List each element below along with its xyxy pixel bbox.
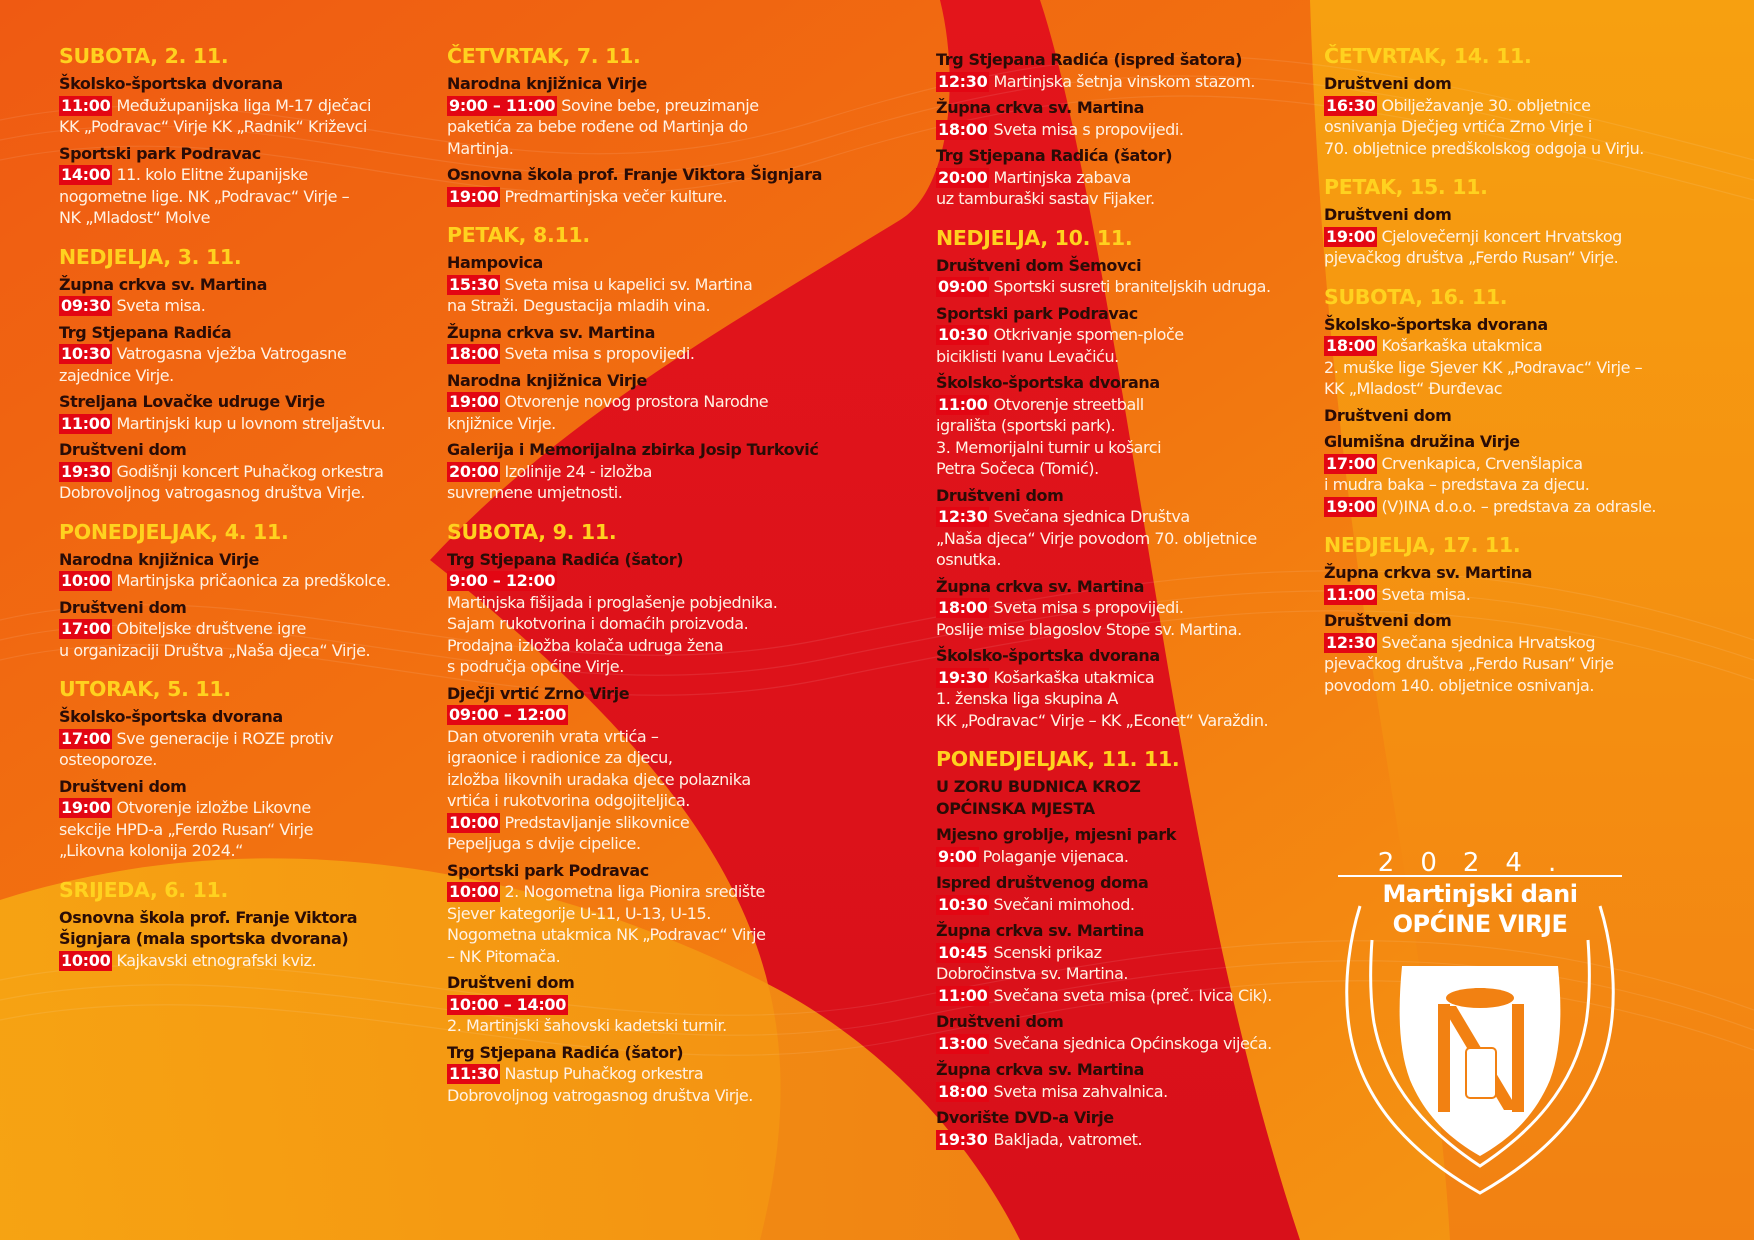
event-item [59,950,431,972]
event-time: 16:30 [1326,95,1376,115]
day-block [59,520,431,662]
event-time: 9:00 – 12:00 [449,571,556,590]
event-item [936,394,1321,480]
event-time: 14:00 [61,165,111,184]
venue-label: Trg Stjepana Radića (šator) [447,549,684,569]
event-description: Otvorenje izložbe Likovne sekcije HPD-a „Ferdo Rusan“ Virje „Likovna kolonija 2024.“ [59,798,314,860]
day-heading: NEDJELJA, 10. 11. [936,225,1133,250]
event-item [447,461,837,504]
event-item [1324,496,1724,518]
venue-label: Mjesno groblje, mjesni park [936,825,1176,844]
logo-title-line-2: OPĆINE VIRJE [1392,910,1568,938]
venue-label: Ispred društvenog doma [936,873,1149,892]
event-time: 19:00 [449,186,499,206]
event-description: Nastup Puhačkog orkestra Dobrovoljnog vatrogasnog društva Virje. [447,1064,753,1105]
event-time: 10:30 [938,894,988,914]
day-heading: SUBOTA, 16. 11. [1324,284,1508,309]
venue-label: Sportski park Podravac [936,303,1138,323]
event-description: Sveta misa zahvalnica. [993,1081,1168,1101]
venue-label: Osnovna škola prof. Franje Viktora Šignjara [447,165,822,184]
event-description: Sovine bebe, preuzimanje paketića za bebe rođene od Martinja do Martinja. [447,95,759,158]
event-time: 10:00 [449,882,499,901]
event-time: 18:00 [938,1081,988,1101]
day-block [59,677,431,862]
venue-label: Društveni dom [447,973,575,992]
venue-label: Društveni dom [1324,611,1452,630]
event-time: 12:30 [938,71,988,91]
event-item [447,186,837,208]
event-description: Martinjska zabava uz tamburaški sastav Fijaker. [936,167,1155,208]
event-time: 10:45 [938,942,988,962]
day-block [936,747,1321,1150]
event-description: Baklјada, vatromet. [993,1129,1143,1149]
event-time: 12:30 [938,507,988,526]
event-item [1324,226,1724,269]
venue-label: Dvorište DVD-a Virje [936,1108,1114,1127]
event-description: Obilježavanje 30. obljetnice osnivanja Dječjeg vrtića Zrno Virje i 70. obljetnice predškolskog odgoja u Virju. [1324,95,1644,158]
venue-label: Školsko-športska dvorana [59,707,283,726]
venue-label: Župna crkva sv. Martina [936,576,1145,596]
venue-label: Župna crkva sv. Martina [447,322,656,342]
event-time: 09:00 – 12:00 [449,705,567,724]
event-item [936,942,1321,985]
event-time: 19:30 [61,461,111,481]
event-time: 09:30 [61,296,111,315]
event-description: Sveta misa. [116,296,206,315]
venue-label: Župna crkva sv. Martina [936,1060,1145,1079]
event-time: 11:00 [938,394,988,414]
event-description: Cjelovečernji koncert Hrvatskog pjevačkog društva „Ferdo Rusan“ Virje. [1324,226,1622,267]
event-item [59,413,431,435]
event-item [1324,95,1724,160]
event-item [59,461,431,504]
day-block [936,226,1321,732]
logo-title-line-1: Martinjski dani [1382,880,1578,908]
venue-label: Društveni dom [59,776,187,796]
day-block [1324,285,1724,518]
event-item [59,295,431,317]
event-time: 11:00 [938,985,988,1005]
event-description: Predmartinjska večer kulture. [504,186,728,206]
day-block [59,44,431,229]
event-item [447,704,837,812]
event-time: 19:00 [1326,226,1376,246]
event-description: Martinjska fišijada i proglašenje pobjednika. Sajam rukotvorina i domaćih proizvoda. Prodajna izložba kolača udruga žena s područja općine Virje. [447,592,778,676]
event-time: 19:00 [449,392,499,411]
event-description: Polaganje vijenaca. [982,846,1129,866]
venue-label: Školsko-športska dvorana [936,646,1160,665]
event-item [447,570,837,678]
day-heading: ČETVRTAK, 14. 11. [1324,44,1532,68]
day-block [59,245,431,504]
event-description: Obiteljske društvene igre u organizaciji Društva „Naša djeca“ Virje. [59,619,371,660]
venue-label: Društveni dom [1324,74,1452,93]
event-item [936,1033,1321,1055]
schedule-column-4 [1324,44,1724,712]
event-item [936,1129,1321,1151]
event-description: Svečani mimohod. [993,894,1135,914]
venue-label: Narodna knjižnica Virje [447,74,647,93]
day-block [1324,175,1724,269]
venue-label: Dječji vrtić Zrno Virje [447,683,630,703]
event-description: (V)INA d.o.o. – predstava za odrasle. [1381,496,1657,516]
event-description: Vatrogasna vježba Vatrogasne zajednice Virje. [59,344,347,385]
event-description: Martinjska pričaonica za predškolce. [116,571,391,590]
day-heading: PETAK, 15. 11. [1324,175,1488,199]
venue-label: Društveni dom [1324,405,1452,425]
day-heading: SUBOTA, 9. 11. [447,519,617,544]
event-time: 18:00 [938,598,988,617]
event-description: Sveta misa s propovijedi. Poslije mise blagoslov Stope sv. Martina. [936,598,1242,639]
venue-label: Župna crkva sv. Martina [1324,563,1533,582]
event-time: 12:30 [1326,632,1376,652]
event-item [447,994,837,1037]
event-description: Izolinije 24 - izložba suvremene umjetnosti. [447,461,653,502]
venue-label: Društveni dom [59,440,187,459]
event-time: 19:30 [938,1129,988,1149]
event-item [936,119,1321,141]
event-item [1324,632,1724,697]
event-description: Košarkaška utakmica 2. muške lige Sjever KK „Podravac“ Virje – KK „Mladost“ Đurđevac [1324,336,1643,398]
event-time: 19:00 [61,798,111,817]
event-time: 9:00 – 11:00 [449,95,556,115]
event-time: 11:00 [1326,584,1376,604]
day-block [447,520,837,1107]
venue-label: Župna crkva sv. Martina [59,274,268,294]
venue-label: Društveni dom [59,597,187,617]
venue-label: Streljana Lovačke udruge Virje [59,392,325,411]
day-heading: PETAK, 8.11. [447,223,590,247]
event-time: 18:00 [449,344,499,363]
event-item [59,570,431,592]
venue-label: Glumišna družina Virje [1324,432,1520,451]
event-item [936,324,1321,367]
event-item [447,391,837,434]
day-block [447,44,837,207]
event-description: 2. Martinjski šahovski kadetski turnir. [447,1016,727,1035]
event-time: 20:00 [449,461,499,481]
event-time: 10:30 [61,344,111,363]
event-item [936,597,1321,640]
venue-label: Društveni dom Šemovci [936,255,1142,275]
event-item [936,506,1321,571]
venue-label: Trg Stjepana Radića (šator) [447,1042,684,1062]
day-heading: SRIJEDA, 6. 11. [59,877,228,902]
venue-label: Hampovica [447,253,543,272]
venue-label: Školsko-športska dvorana [1324,314,1548,334]
day-block [936,49,1321,210]
event-description: 2. Nogometna liga Pionira središte Sjever kategorije U-11, U-13, U-15. Nogometna utakmica NK „Podravac“ Virje – NK Pitomača. [447,882,766,966]
event-time: 11:00 [61,95,111,115]
event-description: Predstavljanje slikovnice Pepeljuga s dvije cipelice. [447,812,690,853]
event-time: 10:00 [449,812,499,832]
event-description: Dan otvorenih vrata vrtića – igraonice i radionice za djecu, izložba likovnih uradaka djece polaznika vrtića i rukotvorina odgojiteljica. [447,726,751,810]
event-time: 17:00 [1326,453,1376,473]
venue-label: Društveni dom [936,485,1064,505]
event-item [59,95,431,138]
event-description: Svečana sjednica Općinskoga vijeća. [993,1033,1272,1053]
event-time: 10:30 [938,325,988,344]
venue-label: Osnovna škola prof. Franje Viktora Šignjara (mala sportska dvorana) [59,907,358,948]
day-block [1324,533,1724,696]
venue-label: Trg Stjepana Radića (šator) [936,146,1173,165]
event-description: Sve generacije i ROZE protiv osteoporoze. [59,728,334,769]
event-time: 11:30 [449,1064,499,1083]
event-description: Otkrivanje spomen-ploče biciklisti Ivanu Levačiću. [936,325,1184,366]
venue-label: Sportski park Podravac [59,143,261,163]
event-time: 13:00 [938,1033,988,1053]
day-heading: NEDJELJA, 17. 11. [1324,533,1521,557]
venue-label: Trg Stjepana Radića [59,322,232,342]
event-item [447,95,837,160]
event-description: Košarkaška utakmica 1. ženska liga skupina A KK „Podravac“ Virje – KK „Econet“ Varaždin. [936,667,1269,730]
event-item [936,894,1321,916]
logo-year: 2024. [1377,848,1583,878]
event-description: Otvorenje streetball igrališta (sportski park). 3. Memorijalni turnir u košarci Petra Sočeca (Tomić). [936,394,1162,478]
event-item [59,343,431,386]
venue-label: Galerija i Memorijalna zbirka Josip Turković [447,440,819,459]
event-time: 18:00 [1326,336,1376,355]
day-heading: PONEDJELJAK, 11. 11. [936,747,1180,771]
event-description: Martinjska šetnja vinskom stazom. [993,71,1256,91]
event-description: Sveta misa s propovijedi. [504,344,695,363]
event-item [59,618,431,661]
day-block [1324,44,1724,159]
venue-label: Narodna knjižnica Virje [447,370,647,390]
schedule-column-1 [59,44,431,987]
event-time: 10:00 – 14:00 [449,994,567,1014]
event-description: Sveta misa. [1381,584,1471,604]
event-item [59,797,431,862]
venue-label: Narodna knjižnica Virje [59,549,259,569]
day-heading: NEDJELJA, 3. 11. [59,244,242,269]
event-time: 10:00 [61,571,111,590]
event-description: Svečana sjednica Hrvatskog pjevačkog društva „Ferdo Rusan“ Virje povodom 140. obljetnice osnivanja. [1324,632,1614,695]
day-block [59,878,431,972]
event-time: 19:00 [1326,496,1376,516]
event-description: Kajkavski etnografski kviz. [116,950,317,970]
event-time: 20:00 [938,167,988,187]
event-time: 09:00 [938,277,988,296]
event-item [447,343,837,365]
event-item [59,164,431,229]
venue-label: U ZORU BUDNICA KROZ OPĆINSKA MJESTA [936,777,1141,818]
venue-label: Trg Stjepana Radića (ispred šatora) [936,50,1242,69]
event-description: Sveta misa u kapelici sv. Martina na Straži. Degustacija mladih vina. [447,274,753,315]
day-heading: ČETVRTAK, 7. 11. [447,44,641,68]
day-heading: PONEDJELJAK, 4. 11. [59,519,289,544]
event-item [447,812,837,855]
event-item [447,1063,837,1106]
event-item [936,71,1321,93]
event-item [59,728,431,771]
event-item [936,985,1321,1007]
event-description: Svečana sveta misa (preč. Ivica Cik). [993,985,1272,1005]
event-item [936,276,1321,298]
event-item [936,167,1321,210]
day-heading: SUBOTA, 2. 11. [59,44,229,68]
event-item [1324,335,1724,400]
event-item [936,1081,1321,1103]
event-description: Međužupanijska liga M-17 dječaci KK „Podravac“ Virje KK „Radnik“ Križevci [59,95,371,136]
venue-label: Društveni dom [1324,205,1452,224]
venue-label: Društveni dom [936,1012,1064,1031]
event-description: Martinjski kup u lovnom streljaštvu. [116,413,386,433]
event-description: 11. kolo Elitne županijske nogometne lige. NK „Podravac“ Virje – NK „Mladost“ Molve [59,165,350,227]
event-time: 17:00 [61,619,111,638]
venue-label: Školsko-športska dvorana [936,373,1160,392]
event-time: 18:00 [938,119,988,139]
event-description: Godišnji koncert Puhačkog orkestra Dobrovoljnog vatrogasnog društva Virje. [59,461,384,502]
day-block [447,223,837,504]
event-item [1324,584,1724,606]
venue-label: Sportski park Podravac [447,860,649,880]
day-heading: UTORAK, 5. 11. [59,677,231,701]
event-item [936,667,1321,732]
venue-label: Župna crkva sv. Martina [936,98,1145,117]
venue-label: Školsko-športska dvorana [59,74,283,93]
event-description: Svečana sjednica Društva „Naša djeca“ Virje povodom 70. obljetnice osnutka. [936,507,1257,569]
event-description: Sportski susreti braniteljskih udruga. [993,277,1271,296]
event-item [936,846,1321,868]
event-description: Sveta misa s propovijedi. [993,119,1184,139]
event-time: 19:30 [938,667,988,687]
venue-label: Župna crkva sv. Martina [936,921,1145,940]
martinjski-dani-logo [1330,848,1630,1208]
event-time: 17:00 [61,728,111,748]
event-time: 9:00 [938,846,977,866]
schedule-column-2 [447,44,837,1122]
schedule-column-3 [936,44,1321,1166]
event-description: Scenski prikaz Dobročinstva sv. Martina. [936,942,1129,983]
event-time: 11:00 [61,413,111,433]
event-item [447,881,837,967]
event-time: 15:30 [449,274,499,294]
event-description: Otvorenje novog prostora Narodne knjižnice Virje. [447,392,769,433]
event-time: 10:00 [61,950,111,970]
event-description: Crvenkapica, Crvenšlapica i mudra baka – predstava za djecu. [1324,453,1590,494]
event-item [1324,453,1724,496]
event-item [447,274,837,317]
